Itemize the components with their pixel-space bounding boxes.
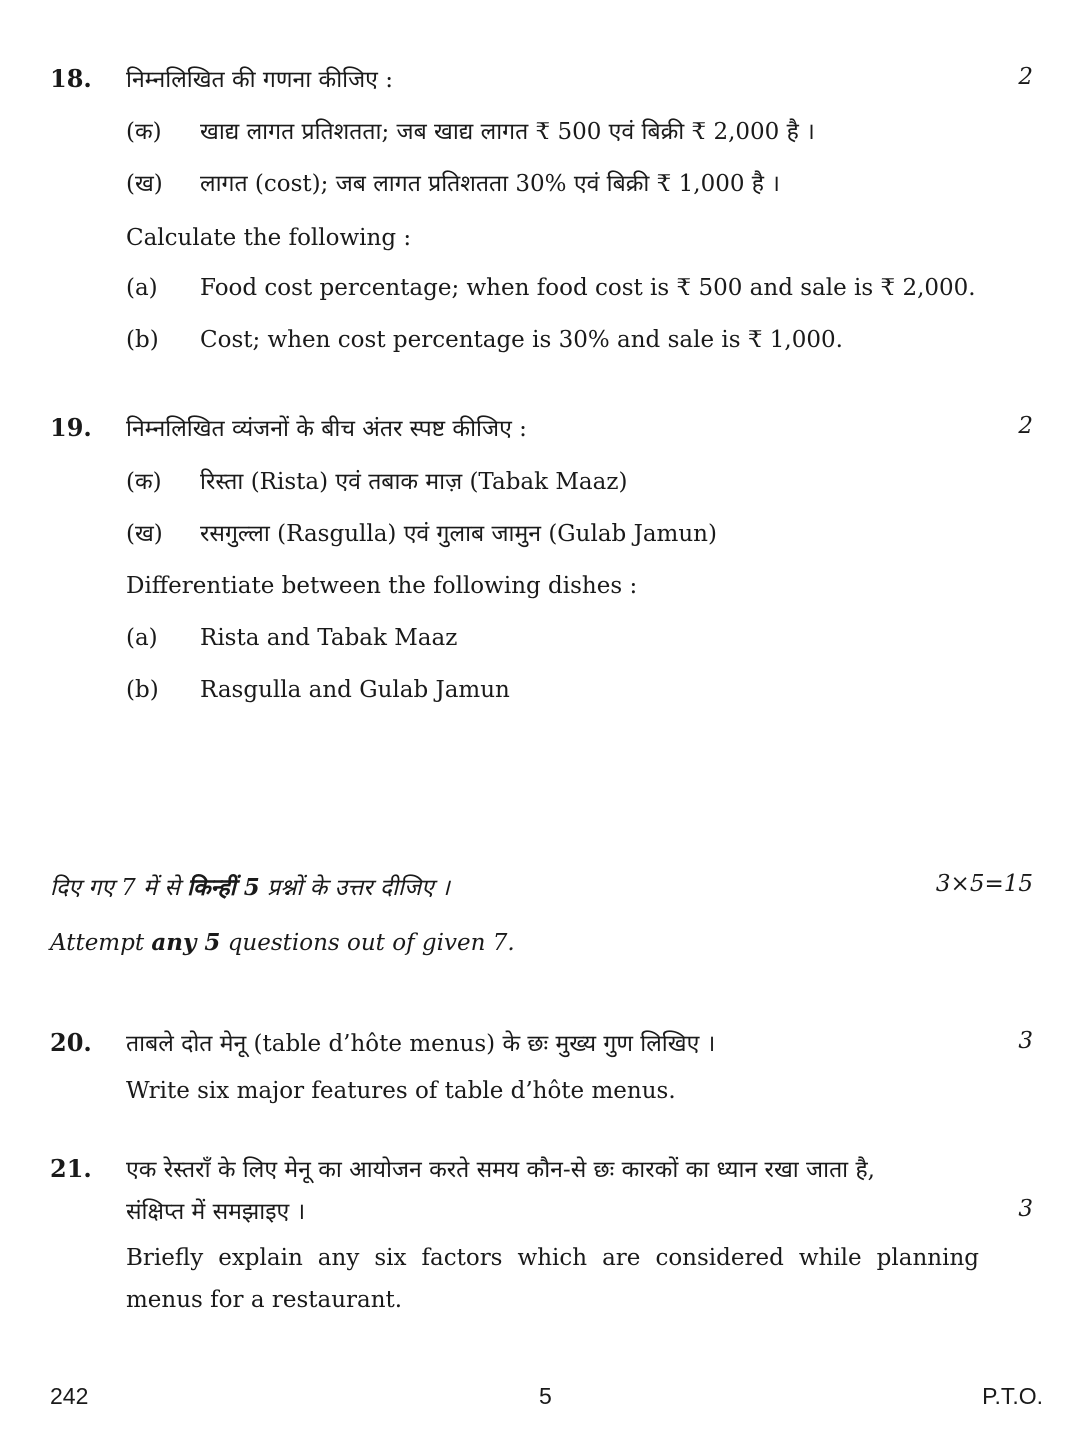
question-text-hindi: ताबले दोत मेनू (table d’hôte menus) के छः मुख्य गुण लिखिए । [126, 1031, 716, 1057]
question-number: 18. [50, 64, 92, 93]
question-marks: 2 [1018, 64, 1033, 90]
question-number: 20. [50, 1028, 92, 1057]
section-instruction-english-bold: any 5 [151, 929, 221, 956]
paper-code: 242 [50, 1383, 89, 1409]
part-label: (क) [126, 119, 162, 145]
question-text-hindi: एक रेस्तराँ के लिए मेनू का आयोजन करते समय कौन-से छः कारकों का ध्यान रखा जाता है, [126, 1157, 875, 1183]
part-text-english: Rasgulla and Gulab Jamun [200, 677, 510, 703]
question-text-hindi: निम्नलिखित व्यंजनों के बीच अंतर स्पष्ट कीजिए : [126, 416, 527, 442]
question-marks: 3 [1018, 1028, 1033, 1054]
pto-label: P.T.O. [982, 1383, 1043, 1409]
section-instruction-hindi-post: प्रश्नों के उत्तर दीजिए । [267, 875, 450, 901]
section-instruction-hindi [50, 870, 450, 902]
part-label: (b) [126, 327, 159, 353]
part-label: (ख) [126, 521, 163, 547]
question-text-english: Briefly explain any six factors which are considered while planning menus for a restaurant. [126, 1245, 979, 1313]
section-instruction-english [50, 929, 515, 956]
question-marks: 2 [1018, 413, 1033, 439]
part-label: (a) [126, 275, 158, 301]
part-text-hindi: खाद्य लागत प्रतिशतता; जब खाद्य लागत ₹ 500 एवं बिक्री ₹ 2,000 है । [200, 119, 815, 145]
section-instruction-hindi-bold: किन्हीं 5 [187, 874, 260, 901]
question-text-english: Calculate the following : [126, 225, 412, 251]
section-instruction-english-post: questions out of given 7. [227, 930, 515, 956]
part-label: (a) [126, 625, 158, 651]
question-text-english: Write six major features of table d’hôte menus. [126, 1078, 676, 1104]
page-number: 5 [539, 1383, 552, 1409]
part-text-hindi: लागत (cost); जब लागत प्रतिशतता 30% एवं बिक्री ₹ 1,000 है । [200, 171, 781, 197]
part-text-hindi: रसगुल्ला (Rasgulla) एवं गुलाब जामुन (Gulab Jamun) [200, 521, 717, 547]
section-instruction-english-pre: Attempt [50, 930, 145, 956]
section-instruction-hindi-pre: दिए गए 7 में से [50, 875, 180, 901]
part-text-english: Cost; when cost percentage is 30% and sale is ₹ 1,000. [200, 327, 843, 353]
part-text-hindi: रिस्ता (Rista) एवं तबाक माज़ (Tabak Maaz) [200, 469, 628, 495]
section-marks: 3×5=15 [935, 871, 1033, 897]
question-text-english: Differentiate between the following dishes : [126, 573, 638, 599]
question-number: 21. [50, 1154, 92, 1183]
question-number: 19. [50, 413, 92, 442]
part-text-english: Food cost percentage; when food cost is ₹ 500 and sale is ₹ 2,000. [200, 275, 976, 301]
part-text-english: Rista and Tabak Maaz [200, 625, 458, 651]
part-label: (b) [126, 677, 159, 703]
part-label: (क) [126, 469, 162, 495]
part-label: (ख) [126, 171, 163, 197]
question-text-hindi: निम्नलिखित की गणना कीजिए : [126, 67, 393, 93]
question-marks: 3 [1018, 1196, 1033, 1222]
question-text-hindi-continued: संक्षिप्त में समझाइए । [126, 1199, 306, 1225]
